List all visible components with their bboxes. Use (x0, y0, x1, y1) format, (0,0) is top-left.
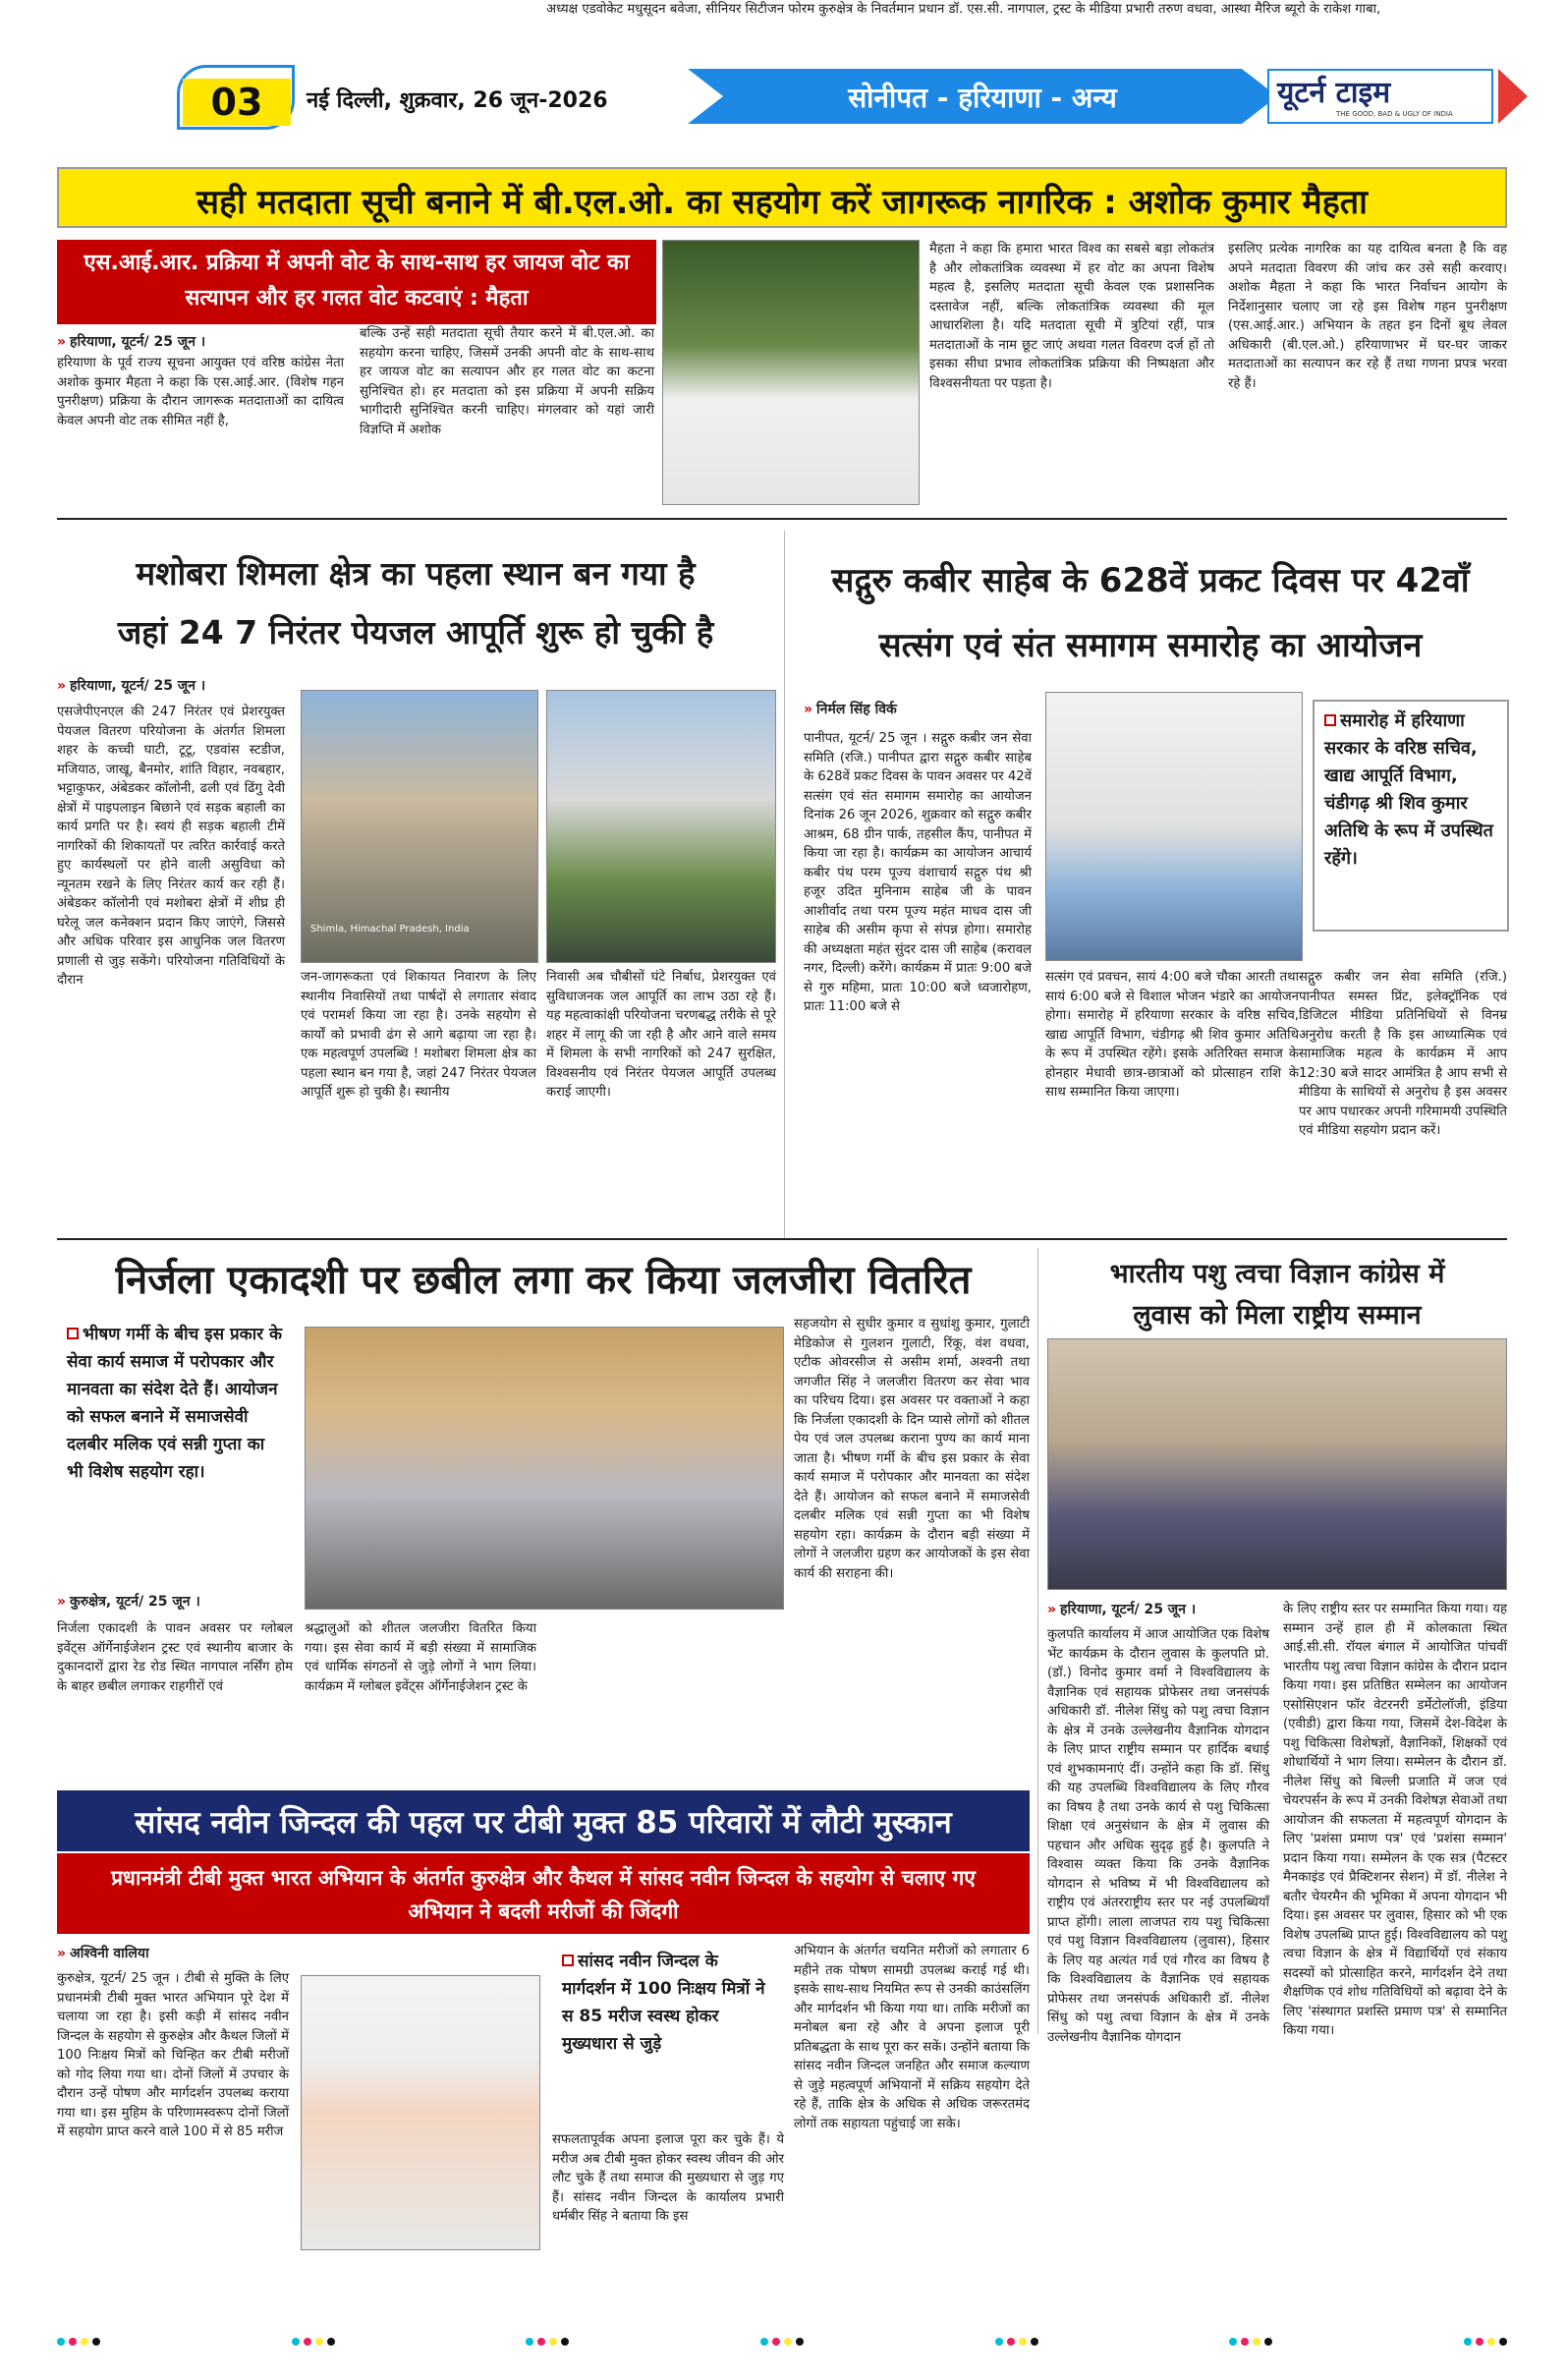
story3-headline-1: सद्गुरु कबीर साहेब के 628वें प्रकट दिवस पर 42वाँ (831, 561, 1470, 600)
divider (57, 1238, 1507, 1240)
story2-photo-caption: Shimla, Himachal Pradesh, India (310, 924, 470, 935)
story6-photo-naveen-jindal (301, 1975, 540, 2250)
divider (1037, 1248, 1038, 2034)
story5-col2: के लिए राष्ट्रीय स्तर पर सम्मानित किया गया। यह सम्मान उन्हें हाल ही में कोलकाता स्थित आई.सी.सी. रॉयल बंगाल में आयोजित पांचवीं भारतीय पशु त्वचा विज्ञान कांग्रेस के दौरान प्रदान किया गया। इस प्रतिष्ठित सम्मेलन का आयोजन एसोसिएशन फॉर वेटरनरी डर्मेटोलॉजी, इंडिया (एवीडी) द्वारा किया गया, जिसमें देश-विदेश के पशु चिकित्सा विशेषज्ञों, वैज्ञानिकों, शिक्षकों एवं शोधार्थियों ने भाग लिया। सम्मेलन के दौरान डॉ. नीलेश सिंधु को बिल्ली प्रजाति में जज एवं चेयरपर्सन के रूप में उनकी विशेषज्ञ सेवाओं तथा आयोजन की सफलता में महत्वपूर्ण योगदान के लिए 'प्रशंसा प्रमाण पत्र' एवं 'प्रशंसा सम्मान' प्रदान किया गया। सम्मेलन के एक सत्र (पैटस्टर मैनकाइंड एवं प्रैक्टिशनर सेशन) में डॉ. नीलेश ने बतौर चेयरमैन की भूमिका में अपना योगदान भी दिया। इस अवसर पर लुवास, हिसार को भी एक विशेष उपलब्धि प्राप्त हुई। विश्वविद्यालय को पशु त्वचा विज्ञान के क्षेत्र में विद्यार्थियों एवं संकाय सदस्यों को प्रोत्साहित करने, मार्गदर्शन देने तथा शैक्षणिक एवं शोध गतिविधियों को बढ़ावा देने के लिए 'संस्थागत प्रशस्ति प्रमाण पत्र' से सम्मानित किया गया। (1283, 1602, 1507, 2038)
story6-byline: » अश्विनी वालिया (57, 1946, 149, 1961)
story3-col3: सद्गुरु कबीर जन सेवा समिति (रजि.) पानीपत समस्त प्रिंट, इलेक्ट्रॉनिक एवं डिजिटल मीडिया प्रतिनिधियों से विनम्र अनुरोध करती है कि इस आध्यात्मिक एवं सामाजिक महत्व के कार्यक्रम में आप 12:30 बजे सादर आमंत्रित है आप सभी से मीडिया के साथियों से अनुरोध है इस अवसर पर आप पधारकर अपनी गरिमामयी उपस्थिति एवं मीडिया सहयोग प्रदान करें। (1299, 970, 1507, 1138)
story3-highlight: समारोह में हरियाणा सरकार के वरिष्ठ सचिव, खाद्य आपूर्ति विभाग, चंडीगढ़ श्री शिव कुमार अतिथि के रूप में उपस्थित रहेंगे। (1313, 700, 1509, 932)
story2-headline-1: मशोबरा शिमला क्षेत्र का पहला स्थान बन गया है (136, 554, 696, 593)
story2-byline: » हरियाणा, यूटर्न/ 25 जून । (57, 678, 206, 694)
section-title: सोनीपत - हरियाणा - अन्य (848, 82, 1117, 114)
story3-col2: सत्संग एवं प्रवचन, सायं 4:00 बजे चौका आरती तथा सायं 6:00 बजे से विशाल भोजन भंडारे का आयोजन होगा। समारोह में हरियाणा सरकार के वरिष्ठ सचिव, खाद्य आपूर्ति विभाग, चंडीगढ़ श्री शिव कुमार अतिथि के रूप में उपस्थित रहेंगे। इसके अतिरिक्त समाज के होनहार मेधावी छात्र-छात्राओं को प्रोत्साहन राशि के साथ सम्मानित किया जाएगा। (1045, 970, 1299, 1100)
story5-byline: » हरियाणा, यूटर्न/ 25 जून । (1047, 1602, 1197, 1617)
story6-highlight: सांसद नवीन जिन्दल के मार्गदर्शन में 100 निःक्षय मित्रों ने स 85 मरीज स्वस्थ होकर मुख्यधारा से जुड़े (562, 1952, 765, 2054)
story4-col3: अध्यक्ष एडवोकेट मधुसूदन बवेजा, सीनियर सिटीजन फोरम कुरुक्षेत्र के निवर्तमान प्रधान डॉ. एस.सी. नागपाल, ट्रस्ट के मीडिया प्रभारी तरुण वधवा, आस्था मैरिज ब्यूरो के राकेश गाबा, (546, 2, 1381, 17)
story1-photo-ashok-mehta (662, 240, 920, 505)
registration-marks (57, 2331, 1511, 2345)
story1-col1: हरियाणा के पूर्व राज्य सूचना आयुक्त एवं वरिष्ठ कांग्रेस नेता अशोक कुमार मैहता ने कहा कि एस.आई.आर. (विशेष गहन पुनरीक्षण) प्रक्रिया के दौरान जागरूक मतदाताओं का दायित्व केवल अपनी वोट तक सीमित नहीं है, (57, 356, 344, 428)
story4-photo (305, 1327, 784, 1610)
story3-photo (1045, 692, 1303, 961)
divider (57, 518, 1507, 520)
story6-col3: अभियान के अंतर्गत चयनित मरीजों को लगातार 6 महीने तक पोषण सामग्री उपलब्ध कराई गई थी। इसके साथ-साथ नियमित रूप से उनकी काउंसलिंग और मार्गदर्शन भी किया गया था। ताकि मरीजों का मनोबल बना रहे और वे अपना इलाज पूरी प्रतिबद्धता के साथ पूरा कर सकें। उन्होंने बताया कि सांसद नवीन जिन्दल जनहित और समाज कल्याण से जुड़े महत्वपूर्ण अभियानों में सक्रिय सहयोग देते रहे हैं, ताकि क्षेत्र के अधिक से अधिक जरूरतमंद लोगों तक सहायता पहुंचाई जा सके। (794, 1944, 1030, 2131)
story2-col3: निवासी अब चौबीसों घंटे निर्बाध, प्रेशरयुक्त एवं सुविधाजनक जल आपूर्ति का लाभ उठा रहे हैं। यह महत्वाकांक्षी परियोजना चरणबद्ध तरीके से पूरे शहर में लागू की जा रही है और आने वाले समय में शिमला के सभी नागरिकों को 247 सुरक्षित, विश्वसनीय एवं निरंतर पेयजल आपूर्ति उपलब्ध कराई जाएगी। (546, 970, 776, 1100)
story4-highlight: भीषण गर्मी के बीच इस प्रकार के सेवा कार्य समाज में परोपकार और मानवता का संदेश देते हैं। आयोजन को सफल बनाने में समाजसेवी दलबीर मलिक एवं सन्नी गुप्ता का भी विशेष सहयोग रहा। (67, 1325, 283, 1482)
story5-photo-award (1047, 1338, 1507, 1590)
story1-headline: सही मतदाता सूची बनाने में बी.एल.ओ. का सहयोग करें जागरूक नागरिक : अशोक कुमार मैहता (196, 183, 1368, 222)
story2-col2: जन-जागरूकता एवं शिकायत निवारण के लिए स्थानीय निवासियों तथा पार्षदों से लगातार संवाद एवं परामर्श किया जा रहा है। उनके सहयोग से कार्यों को प्रभावी ढंग से आगे बढ़ाया जा रहा है। एक महत्वपूर्ण उपलब्धि ! मशोबरा शिमला क्षेत्र का पहला स्थान बन गया है, जहां 247 निरंतर पेयजल आपूर्ति शुरू हो चुकी है। स्थानीय (301, 970, 536, 1100)
header-bar (59, 69, 1513, 124)
story5-headline-2: लुवास को मिला राष्ट्रीय सम्मान (1133, 1300, 1422, 1331)
story2-photo-shimla (301, 690, 538, 963)
logo: यूटर्न टाइम (1277, 76, 1391, 110)
story4-headline: निर्जला एकादशी पर छबील लगा कर किया जलजीरा वितरित (115, 1258, 972, 1303)
story2-col1: एसजेपीएनएल की 247 निरंतर एवं प्रेशरयुक्त पेयजल वितरण परियोजना के अंतर्गत शिमला शहर के कच्ची घाटी, टूटू, एडवांस स्टडीज, मजियाठ, जाखू, बैनमोर, शांति विहार, नवबहार, भट्टाकुफर, अंबेडकर कॉलोनी, ढली एवं ढिंगु देवी क्षेत्रों में पाइपलाइन बिछाने एवं सड़क बहाली का कार्य प्रगति पर है। स्वयं ही सड़क बहाली टीमें नागरिकों की शिकायतों पर त्वरित कार्रवाई करते हुए कार्यस्थलों पर होने वाली असुविधा को न्यूनतम रखने के लिए निरंतर कार्य कर रही हैं। अंबेडकर कॉलोनी एवं मशोबरा क्षेत्रों में शीघ्र ही घरेलू जल कनेक्शन प्रदान किए जाएंगे, जिससे और अधिक परिवार इस आधुनिक जल वितरण प्रणाली से जुड़ सकेंगे। परियोजना गतिविधियों के दौरान (57, 705, 285, 988)
page-number-text: 03 (210, 81, 263, 124)
story1-byline: » हरियाणा, यूटर्न/ 25 जून । (57, 334, 206, 350)
story3-headline-2: सत्संग एवं संत समागम समारोह का आयोजन (878, 626, 1423, 665)
story5-col1: कुलपति कार्यालय में आज आयोजित एक विशेष भेंट कार्यक्रम के दौरान लुवास के कुलपति प्रो. (डॉ.) विनोद कुमार वर्मा ने विश्वविद्यालय के वैज्ञानिक एवं सहायक प्रोफेसर तथा जनसंपर्क अधिकारी डॉ. नीलेश सिंधु को पशु त्वचा विज्ञान के क्षेत्र में उनके उल्लेखनीय वैज्ञानिक योगदान के लिए प्राप्त राष्ट्रीय सम्मान पर हार्दिक बधाई एवं शुभकामनाएं दीं। उन्होंने कहा कि डॉ. सिंधु की यह उपलब्धि विश्वविद्यालय के लिए गौरव का विषय है तथा उनके कार्य से पशु चिकित्सा शिक्षा एवं अनुसंधान के क्षेत्र में लुवास की पहचान और अधिक सुदृढ़ हुई है। कुलपति ने विश्वास व्यक्त किया कि उनके वैज्ञानिक योगदान से भविष्य में भी विश्वविद्यालय को राष्ट्रीय एवं अंतरराष्ट्रीय स्तर पर नई उपलब्धियाँ प्राप्त होंगी। लाला लाजपत राय पशु चिकित्सा एवं पशु विज्ञान विश्वविद्यालय (लुवास), हिसार के लिए यह अत्यंत गर्व एवं गौरव का विषय है कि विश्वविद्यालय के वैज्ञानिक एवं सहायक प्रोफेसर तथा जनसंपर्क अधिकारी डॉ. नीलेश सिंधु को पशु त्वचा विज्ञान के क्षेत्र में उनके उल्लेखनीय वैज्ञानिक योगदान (1047, 1627, 1269, 2045)
story4-byline: » कुरुक्षेत्र, यूटर्न/ 25 जून । (57, 1594, 200, 1610)
story4-col4: सहजयोग से सुधीर कुमार व सुधांशु कुमार, गुलाटी मेडिकोज से गुलशन गुलाटी, रिंकू, वंश वधवा, एटीक ओवरसीज से असीम शर्मा, अश्वनी तथा जगजीत सिंह ने जलजीरा वितरण कर सेवा भाव का परिचय दिया। इस अवसर पर वक्ताओं ने कहा कि निर्जला एकादशी के दिन प्यासे लोगों को शीतल पेय एवं जल उपलब्ध कराना पुण्य का कार्य माना जाता है। भीषण गर्मी के बीच इस प्रकार के सेवा कार्य समाज में परोपकार और मानवता का संदेश देते हैं। आयोजन को सफल बनाने में समाजसेवी दलबीर मलिक एवं सन्नी गुप्ता का भी विशेष सहयोग रहा। कार्यक्रम के दौरान बड़ी संख्या में लोगों ने जलजीरा ग्रहण कर आयोजकों के इस सेवा कार्य की सराहना की। (794, 1317, 1030, 1581)
story4-col2: श्रद्धालुओं को शीतल जलजीरा वितरित किया गया। इस सेवा कार्य में बड़ी संख्या में सामाजिक एवं धार्मिक संगठनों से जुड़े लोगों ने भाग लिया। कार्यक्रम में ग्लोबल इवेंट्स ऑर्गेनाईजेशन ट्रस्ट के (305, 1621, 536, 1694)
story2-headline-2: जहां 24 7 निरंतर पेयजल आपूर्ति शुरू हो चुकी है (117, 613, 714, 652)
story2-photo-worker (546, 690, 776, 963)
story4-col1: निर्जला एकादशी के पावन अवसर पर ग्लोबल इवेंट्स ऑर्गेनाईजेशन ट्रस्ट एवं स्थानीय बाजार के दुकानदारों द्वारा रेड रोड स्थित नागपाल नर्सिंग होम के बाहर छबील लगाकर राहगीरों एवं (57, 1621, 293, 1694)
dateline: नई दिल्ली, शुक्रवार, 26 जून-2026 (307, 88, 608, 113)
story6-headline: सांसद नवीन जिन्दल की पहल पर टीबी मुक्त 85 परिवारों में लौटी मुस्कान (135, 1805, 952, 1841)
header-chevron (1498, 69, 1528, 124)
story1-col3: मैहता ने कहा कि हमारा भारत विश्व का सबसे बड़ा लोकतंत्र है और लोकतांत्रिक व्यवस्था में हर वोट का अपना विशेष महत्व है, इसलिए मतदाता सूची केवल एक प्रशासनिक दस्तावेज नहीं, बल्कि लोकतांत्रिक व्यवस्था की मूल आधारशिला है। यदि मतदाता सूची में त्रुटियां रहीं, पात्र मतदाताओं के नाम छूट जाएं अथवा गलत विवरण दर्ज हों तो इसका सीधा प्रभाव लोकतांत्रिक प्रक्रिया की निष्पक्षता और विश्वसनीयता पर पड़ता है। (929, 242, 1214, 391)
story6-col2: सफलतापूर्वक अपना इलाज पूरा कर चुके हैं। ये मरीज अब टीबी मुक्त होकर स्वस्थ जीवन की ओर लौट चुके हैं तथा समाज की मुख्यधारा से जुड़ गए हैं। सांसद नवीन जिन्दल के कार्यालय प्रभारी धर्मबीर सिंह ने बताया कि इस (552, 2132, 784, 2224)
story1-col2: बल्कि उन्हें सही मतदाता सूची तैयार करने में बी.एल.ओ. का सहयोग करना चाहिए, जिसमें उनकी अपनी वोट के साथ-साथ हर जायज वोट का सत्यापन और हर गलत वोट का कटना सुनिश्चित हो। हर मतदाता को इस प्रक्रिया में अपनी सक्रिय भागीदारी सुनिश्चित करनी चाहिए। मंगलवार को यहां जारी विज्ञप्ति में अशोक (360, 326, 654, 437)
story6-subhead: प्रधानमंत्री टीबी मुक्त भारत अभियान के अंतर्गत कुरुक्षेत्र और कैथल में सांसद नवीन जिन्दल के सहयोग से चलाए गए अभियान ने बदली मरीजों की जिंदगी (111, 1866, 976, 1923)
story3-byline: » निर्मल सिंह विर्क (804, 702, 897, 717)
divider (784, 531, 785, 1238)
story3-col1: पानीपत, यूटर्न/ 25 जून । सद्गुरु कबीर जन सेवा समिति (रजि.) पानीपत द्वारा सद्गुरु कबीर साहेब के 628वें प्रकट दिवस के पावन अवसर पर 42वें सत्संग एवं संत समागम समारोह का आयोजन दिनांक 26 जून 2026, शुक्रवार को सद्गुरु कबीर आश्रम, 68 ग्रीन पार्क, तहसील कैंप, पानीपत में किया जा रहा है। कार्यक्रम का आयोजन आचार्य कबीर पंथ परम पूज्य वंशाचार्य सद्गुरु पंथ श्री हजूर उदित मुनिनाम साहेब जी के पावन आशीर्वाद तथा परम पूज्य महंत माधव दास जी साहेब की असीम कृपा से संपन्न होगा। समारोह की अध्यक्षता महंत सुंदर दास जी साहेब (करावल नगर, दिल्ली) करेंगे। कार्यक्रम में प्रातः 9:00 बजे से गुरु महिमा, प्रातः 10:00 बजे ध्वजारोहण, प्रातः 11:00 बजे से (804, 731, 1032, 1014)
story5-headline-1: भारतीय पशु त्वचा विज्ञान कांग्रेस में (1109, 1259, 1445, 1289)
story6-col1: कुरुक्षेत्र, यूटर्न/ 25 जून । टीबी से मुक्ति के लिए प्रधानमंत्री टीबी मुक्त भारत अभियान पूरे देश में चलाया जा रहा है। इसी कड़ी में सांसद नवीन जिन्दल के सहयोग से कुरुक्षेत्र और कैथल जिलों में 100 निःक्षय मित्रों को चिन्हित कर टीबी मरीजों को गोद लिया गया था। दोनों जिलों में उपचार के दौरान उन्हें पोषण और मार्गदर्शन उपलब्ध कराया गया था। इस मुहिम के परिणामस्वरूप दोनों जिलों में सहयोग प्राप्त करने वाले 100 में से 85 मरीज (57, 1971, 289, 2139)
story1-col4: इसलिए प्रत्येक नागरिक का यह दायित्व बनता है कि वह अपने मतदाता विवरण की जांच कर उसे सही करवाए। अशोक मैहता ने कहा कि भारत निर्वाचन आयोग के निर्देशानुसार चलाए जा रहे इस विशेष गहन पुनरीक्षण (एस.आई.आर.) अभियान के तहत इन दिनों बूथ लेवल अधिकारी (बी.एल.ओ.) हरियाणाभर में घर-घर जाकर मतदाताओं का सत्यापन कर रहे हैं तथा गणना प्रपत्र भरवा रहे हैं। (1228, 242, 1507, 391)
story1-subhead: एस.आई.आर. प्रक्रिया में अपनी वोट के साथ-साथ हर जायज वोट का सत्यापन और हर गलत वोट कटवाएं : मैहता (84, 251, 630, 311)
logo-tagline: THE GOOD, BAD & UGLY OF INDIA (1336, 110, 1453, 118)
